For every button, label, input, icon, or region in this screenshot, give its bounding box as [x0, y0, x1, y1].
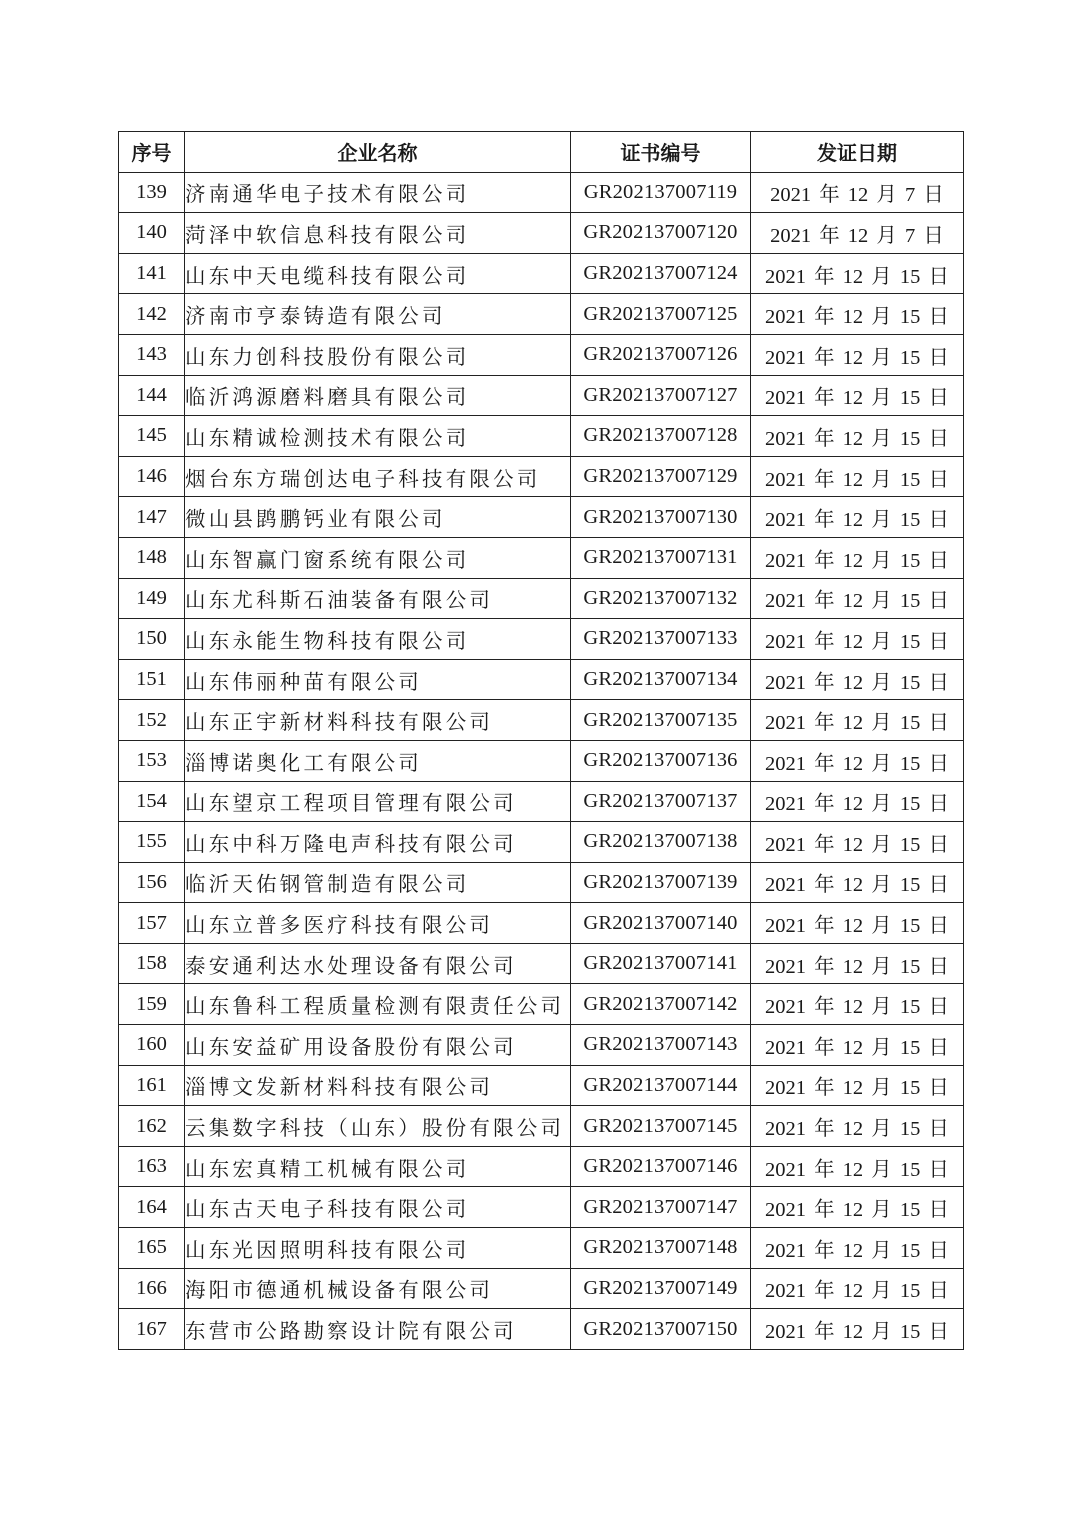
table-row — [119, 740, 964, 781]
cell-seq: 153 — [119, 740, 185, 781]
cell-issue-date: 2021 年 12 月 15 日 — [751, 700, 964, 741]
table-row — [119, 700, 964, 741]
cell-issue-date: 2021 年 12 月 15 日 — [751, 578, 964, 619]
cell-certificate-number: GR202137007145 — [571, 1106, 751, 1147]
table-row — [119, 1065, 964, 1106]
cell-company-name: 山东精诚检测技术有限公司 — [185, 416, 571, 457]
cell-company-name: 临沂天佑钢管制造有限公司 — [185, 862, 571, 903]
header-row — [119, 132, 964, 173]
cell-certificate-number: GR202137007119 — [571, 172, 751, 213]
table-row — [119, 497, 964, 538]
table-row — [119, 416, 964, 457]
cell-issue-date: 2021 年 12 月 15 日 — [751, 1065, 964, 1106]
cell-certificate-number: GR202137007120 — [571, 213, 751, 254]
cell-company-name: 山东古天电子科技有限公司 — [185, 1187, 571, 1228]
cell-company-name: 烟台东方瑞创达电子科技有限公司 — [185, 456, 571, 497]
cell-seq: 147 — [119, 497, 185, 538]
cell-company-name: 淄博文发新材料科技有限公司 — [185, 1065, 571, 1106]
cell-issue-date: 2021 年 12 月 15 日 — [751, 984, 964, 1025]
table-row — [119, 619, 964, 660]
cell-company-name: 山东智赢门窗系统有限公司 — [185, 537, 571, 578]
cell-issue-date: 2021 年 12 月 15 日 — [751, 416, 964, 457]
cell-company-name: 济南市亨泰铸造有限公司 — [185, 294, 571, 335]
cell-seq: 150 — [119, 619, 185, 660]
cell-certificate-number: GR202137007127 — [571, 375, 751, 416]
cell-issue-date: 2021 年 12 月 15 日 — [751, 1025, 964, 1066]
cell-seq: 166 — [119, 1268, 185, 1309]
cell-company-name: 泰安通利达水处理设备有限公司 — [185, 943, 571, 984]
cell-certificate-number: GR202137007132 — [571, 578, 751, 619]
cell-seq: 141 — [119, 253, 185, 294]
table-row — [119, 659, 964, 700]
cell-certificate-number: GR202137007146 — [571, 1146, 751, 1187]
cell-certificate-number: GR202137007150 — [571, 1309, 751, 1350]
cell-seq: 139 — [119, 172, 185, 213]
table-body — [119, 172, 964, 1349]
cell-issue-date: 2021 年 12 月 15 日 — [751, 862, 964, 903]
cell-issue-date: 2021 年 12 月 15 日 — [751, 294, 964, 335]
cell-certificate-number: GR202137007136 — [571, 740, 751, 781]
cell-company-name: 山东永能生物科技有限公司 — [185, 619, 571, 660]
table-row — [119, 172, 964, 213]
table-row — [119, 537, 964, 578]
cell-seq: 162 — [119, 1106, 185, 1147]
cell-company-name: 山东力创科技股份有限公司 — [185, 334, 571, 375]
cell-seq: 156 — [119, 862, 185, 903]
cell-issue-date: 2021 年 12 月 15 日 — [751, 1106, 964, 1147]
header-issue-date: 发证日期 — [751, 132, 964, 173]
cell-company-name: 山东光因照明科技有限公司 — [185, 1228, 571, 1269]
cell-seq: 145 — [119, 416, 185, 457]
cell-company-name: 山东宏真精工机械有限公司 — [185, 1146, 571, 1187]
cell-issue-date: 2021 年 12 月 15 日 — [751, 537, 964, 578]
cell-issue-date: 2021 年 12 月 15 日 — [751, 456, 964, 497]
cell-issue-date: 2021 年 12 月 15 日 — [751, 822, 964, 863]
cell-certificate-number: GR202137007144 — [571, 1065, 751, 1106]
cell-issue-date: 2021 年 12 月 15 日 — [751, 903, 964, 944]
table-row — [119, 294, 964, 335]
cell-certificate-number: GR202137007137 — [571, 781, 751, 822]
cell-certificate-number: GR202137007147 — [571, 1187, 751, 1228]
table-row — [119, 1106, 964, 1147]
header-seq: 序号 — [119, 132, 185, 173]
cell-company-name: 海阳市德通机械设备有限公司 — [185, 1268, 571, 1309]
cell-company-name: 山东立普多医疗科技有限公司 — [185, 903, 571, 944]
cell-company-name: 济南通华电子技术有限公司 — [185, 172, 571, 213]
cell-certificate-number: GR202137007140 — [571, 903, 751, 944]
cell-issue-date: 2021 年 12 月 15 日 — [751, 943, 964, 984]
cell-company-name: 山东中科万隆电声科技有限公司 — [185, 822, 571, 863]
cell-company-name: 山东正宇新材料科技有限公司 — [185, 700, 571, 741]
cell-company-name: 山东鲁科工程质量检测有限责任公司 — [185, 984, 571, 1025]
cell-company-name: 山东望京工程项目管理有限公司 — [185, 781, 571, 822]
header-company-name: 企业名称 — [185, 132, 571, 173]
table-row — [119, 1268, 964, 1309]
cell-certificate-number: GR202137007134 — [571, 659, 751, 700]
cell-seq: 159 — [119, 984, 185, 1025]
cell-seq: 160 — [119, 1025, 185, 1066]
cell-company-name: 微山县鹍鹏钙业有限公司 — [185, 497, 571, 538]
certificate-table — [118, 131, 964, 1350]
table-row — [119, 903, 964, 944]
header-certificate-number: 证书编号 — [571, 132, 751, 173]
cell-certificate-number: GR202137007148 — [571, 1228, 751, 1269]
cell-issue-date: 2021 年 12 月 15 日 — [751, 1309, 964, 1350]
cell-company-name: 菏泽中软信息科技有限公司 — [185, 213, 571, 254]
cell-issue-date: 2021 年 12 月 15 日 — [751, 1146, 964, 1187]
table-header — [119, 132, 964, 173]
table-row — [119, 456, 964, 497]
table-row — [119, 862, 964, 903]
cell-issue-date: 2021 年 12 月 15 日 — [751, 659, 964, 700]
cell-issue-date: 2021 年 12 月 15 日 — [751, 375, 964, 416]
cell-seq: 157 — [119, 903, 185, 944]
cell-seq: 164 — [119, 1187, 185, 1228]
cell-certificate-number: GR202137007138 — [571, 822, 751, 863]
table-row — [119, 213, 964, 254]
cell-seq: 161 — [119, 1065, 185, 1106]
cell-seq: 155 — [119, 822, 185, 863]
table-row — [119, 334, 964, 375]
cell-issue-date: 2021 年 12 月 15 日 — [751, 1187, 964, 1228]
cell-company-name: 山东中天电缆科技有限公司 — [185, 253, 571, 294]
cell-company-name: 淄博诺奥化工有限公司 — [185, 740, 571, 781]
table-row — [119, 1025, 964, 1066]
cell-company-name: 临沂鸿源磨料磨具有限公司 — [185, 375, 571, 416]
cell-certificate-number: GR202137007141 — [571, 943, 751, 984]
cell-certificate-number: GR202137007131 — [571, 537, 751, 578]
cell-certificate-number: GR202137007128 — [571, 416, 751, 457]
cell-company-name: 山东尤科斯石油装备有限公司 — [185, 578, 571, 619]
table-row — [119, 984, 964, 1025]
table-row — [119, 1228, 964, 1269]
table-row — [119, 253, 964, 294]
table-row — [119, 822, 964, 863]
cell-certificate-number: GR202137007129 — [571, 456, 751, 497]
cell-certificate-number: GR202137007125 — [571, 294, 751, 335]
cell-company-name: 云集数字科技（山东）股份有限公司 — [185, 1106, 571, 1147]
cell-seq: 146 — [119, 456, 185, 497]
cell-issue-date: 2021 年 12 月 15 日 — [751, 781, 964, 822]
cell-seq: 154 — [119, 781, 185, 822]
cell-issue-date: 2021 年 12 月 7 日 — [751, 172, 964, 213]
cell-issue-date: 2021 年 12 月 15 日 — [751, 1268, 964, 1309]
cell-seq: 152 — [119, 700, 185, 741]
cell-certificate-number: GR202137007135 — [571, 700, 751, 741]
cell-issue-date: 2021 年 12 月 15 日 — [751, 619, 964, 660]
cell-seq: 143 — [119, 334, 185, 375]
cell-seq: 151 — [119, 659, 185, 700]
cell-certificate-number: GR202137007130 — [571, 497, 751, 538]
cell-seq: 167 — [119, 1309, 185, 1350]
cell-seq: 144 — [119, 375, 185, 416]
cell-issue-date: 2021 年 12 月 7 日 — [751, 213, 964, 254]
cell-seq: 142 — [119, 294, 185, 335]
cell-certificate-number: GR202137007139 — [571, 862, 751, 903]
cell-issue-date: 2021 年 12 月 15 日 — [751, 740, 964, 781]
table-row — [119, 578, 964, 619]
cell-seq: 158 — [119, 943, 185, 984]
cell-certificate-number: GR202137007149 — [571, 1268, 751, 1309]
cell-certificate-number: GR202137007124 — [571, 253, 751, 294]
cell-certificate-number: GR202137007126 — [571, 334, 751, 375]
cell-issue-date: 2021 年 12 月 15 日 — [751, 253, 964, 294]
cell-seq: 163 — [119, 1146, 185, 1187]
table-row — [119, 781, 964, 822]
cell-issue-date: 2021 年 12 月 15 日 — [751, 334, 964, 375]
cell-seq: 165 — [119, 1228, 185, 1269]
cell-seq: 149 — [119, 578, 185, 619]
cell-issue-date: 2021 年 12 月 15 日 — [751, 497, 964, 538]
cell-seq: 148 — [119, 537, 185, 578]
cell-certificate-number: GR202137007143 — [571, 1025, 751, 1066]
cell-certificate-number: GR202137007142 — [571, 984, 751, 1025]
cell-certificate-number: GR202137007133 — [571, 619, 751, 660]
table-row — [119, 1309, 964, 1350]
table-row — [119, 943, 964, 984]
cell-company-name: 山东伟丽种苗有限公司 — [185, 659, 571, 700]
table-row — [119, 1146, 964, 1187]
cell-company-name: 东营市公路勘察设计院有限公司 — [185, 1309, 571, 1350]
cell-seq: 140 — [119, 213, 185, 254]
cell-issue-date: 2021 年 12 月 15 日 — [751, 1228, 964, 1269]
cell-company-name: 山东安益矿用设备股份有限公司 — [185, 1025, 571, 1066]
table-row — [119, 375, 964, 416]
table-row — [119, 1187, 964, 1228]
